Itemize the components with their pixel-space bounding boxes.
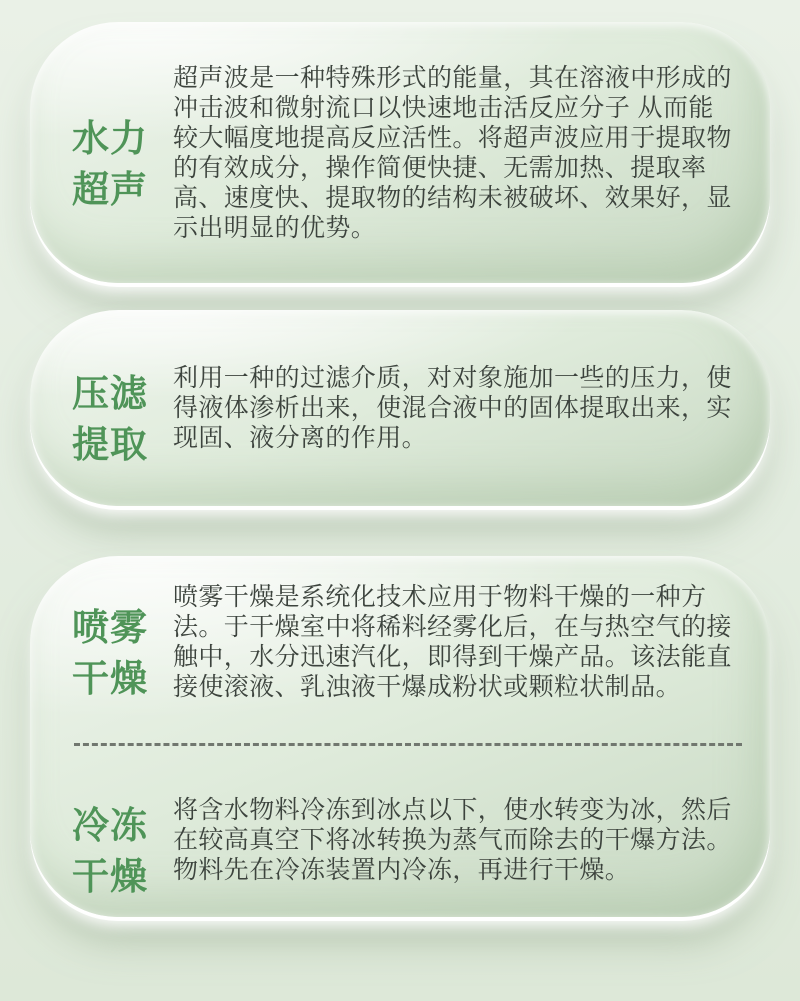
section-title-spray-drying bbox=[72, 602, 168, 704]
title-line: 喷雾 bbox=[72, 606, 148, 648]
section-title-freeze-drying bbox=[72, 800, 168, 902]
title-line: 冷冻 bbox=[72, 805, 148, 847]
card-drying-methods bbox=[30, 556, 770, 917]
section-body-freeze-drying: 将含水物料冷冻到冰点以下，使水转变为冰，然后在较高真空下将冰转换为蒸气而除去的干爆方法。物料先在冷冻装置内冷冻，再进行干燥。 bbox=[173, 795, 732, 884]
section-body-press-filtration: 利用一种的过滤介质，对对象施加一些的压力，使得液体渗析出来，使混合液中的固体提取出来，实现固、液分离的作用。 bbox=[173, 363, 732, 452]
title-line: 干燥 bbox=[72, 657, 148, 699]
card-hydro-ultrasonic bbox=[30, 22, 770, 283]
section-spray-drying bbox=[30, 557, 770, 727]
title-line: 提取 bbox=[72, 424, 148, 466]
section-freeze-drying bbox=[30, 770, 770, 911]
section-hydro-ultrasonic bbox=[30, 38, 770, 268]
section-body-hydro-ultrasonic: 超声波是一种特殊形式的能量，其在溶液中形成的冲击波和微射流口以快速地击活反应分子 从而能较大幅度地提高反应活性。将超声波应用于提取物的有效成分，操作简便快捷、无需加热、提取率高、速度快、提取物的结构未被破坏、效果好，显示出明显的优势。 bbox=[173, 63, 732, 242]
card-press-filtration bbox=[30, 310, 770, 506]
dashed-divider bbox=[74, 743, 742, 746]
section-title-hydro-ultrasonic bbox=[72, 113, 168, 215]
section-body-spray-drying: 喷雾干燥是系统化技术应用于物料干燥的一种方法。于干燥室中将稀料经雾化后，在与热空气的接触中，水分迅速汽化，即得到干燥产品。该法能直接使滚液、乳浊液干爆成粉状或颗粒状制品。 bbox=[173, 582, 732, 701]
title-line: 超声 bbox=[72, 168, 148, 210]
title-line: 水力 bbox=[72, 117, 148, 159]
section-press-filtration bbox=[30, 338, 770, 479]
title-line: 压滤 bbox=[72, 373, 148, 415]
section-title-press-filtration bbox=[72, 368, 168, 470]
title-line: 干燥 bbox=[72, 856, 148, 898]
